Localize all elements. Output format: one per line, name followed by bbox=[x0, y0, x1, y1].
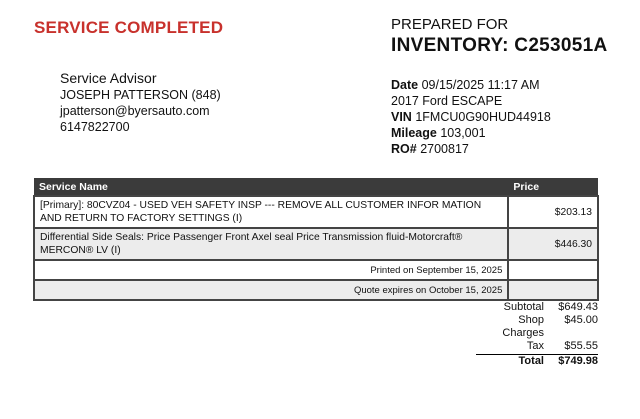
ro-line bbox=[391, 141, 551, 157]
vehicle-model: 2017 Ford ESCAPE bbox=[391, 94, 503, 108]
quote-expiry-note: Quote expires on October 15, 2025 bbox=[34, 280, 508, 300]
column-header-service-name: Service Name bbox=[34, 178, 508, 196]
service-name-cell: [Primary]: 80CVZ04 - USED VEH SAFETY INSP --- REMOVE ALL CUSTOMER INFOR MATION AND RETURN TO FACTORY SETTINGS (I) bbox=[34, 196, 508, 228]
total-value: $749.98 bbox=[558, 355, 598, 367]
advisor-email[interactable]: jpatterson@byersauto.com bbox=[60, 104, 210, 118]
ro-value: 2700817 bbox=[420, 142, 469, 156]
total-label: Total bbox=[518, 355, 544, 367]
column-header-price: Price bbox=[508, 178, 598, 196]
table-header-row bbox=[34, 178, 598, 196]
vehicle-info-block bbox=[391, 77, 551, 157]
shop-charges-row bbox=[476, 314, 598, 340]
tax-row bbox=[476, 340, 598, 353]
empty-cell bbox=[508, 260, 598, 280]
advisor-name: JOSEPH PATTERSON (848) bbox=[60, 88, 221, 102]
subtotal-label: Subtotal bbox=[503, 301, 544, 313]
shop-charges-label: Shop Charges bbox=[502, 314, 544, 339]
printed-note-row bbox=[34, 260, 598, 280]
mileage-line bbox=[391, 125, 551, 141]
tax-label: Tax bbox=[526, 340, 544, 352]
date-label: Date bbox=[391, 78, 419, 92]
total-row bbox=[476, 354, 598, 368]
service-price-cell: $203.13 bbox=[508, 196, 598, 228]
mileage-value: 103,001 bbox=[440, 126, 486, 140]
printed-note: Printed on September 15, 2025 bbox=[34, 260, 508, 280]
tax-value: $55.55 bbox=[564, 340, 598, 352]
subtotal-row bbox=[476, 301, 598, 314]
prepared-for-label: PREPARED FOR bbox=[391, 16, 509, 33]
date-value: 09/15/2025 11:17 AM bbox=[421, 78, 540, 92]
table-row bbox=[34, 196, 598, 228]
advisor-role: Service Advisor bbox=[60, 70, 157, 86]
status-stamp: SERVICE COMPLETED bbox=[34, 18, 224, 37]
inventory-number: INVENTORY: C253051A bbox=[391, 35, 608, 56]
service-price-cell: $446.30 bbox=[508, 228, 598, 260]
quote-note-row bbox=[34, 280, 598, 300]
vin-value: 1FMCU0G90HUD44918 bbox=[415, 110, 551, 124]
mileage-label: Mileage bbox=[391, 126, 437, 140]
advisor-phone: 6147822700 bbox=[60, 120, 130, 134]
date-line bbox=[391, 77, 551, 93]
empty-cell bbox=[508, 280, 598, 300]
services-table bbox=[33, 178, 599, 301]
ro-label: RO# bbox=[391, 142, 417, 156]
table-row bbox=[34, 228, 598, 260]
vin-label: VIN bbox=[391, 110, 412, 124]
vin-line bbox=[391, 109, 551, 125]
subtotal-value: $649.43 bbox=[558, 301, 598, 313]
totals-block bbox=[476, 301, 598, 368]
shop-charges-value: $45.00 bbox=[564, 314, 598, 326]
service-name-cell: Differential Side Seals: Price Passenger Front Axel seal Price Transmission fluid-Motorcraft® MERCON® LV (I) bbox=[34, 228, 508, 260]
service-advisor-block bbox=[60, 70, 221, 135]
